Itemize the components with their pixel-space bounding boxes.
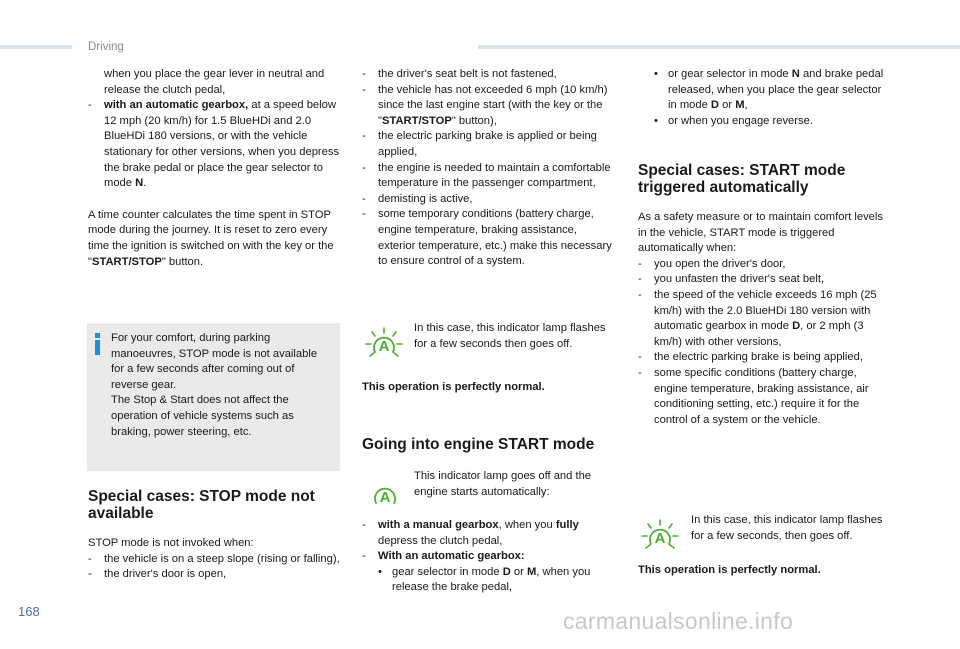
info-box bbox=[87, 323, 340, 471]
list-item: - the speed of the vehicle exceeds 16 mph (25 km/h) with the 2.0 BlueHDi 180 version with automatic gearbox in mode D, or 2 mph (3 km/h) with other versions, bbox=[638, 288, 877, 348]
start-triggered-intro: As a safety measure or to maintain comfort levels in the vehicle, START mode is triggered automatically when: bbox=[638, 211, 883, 255]
normal-operation-note-2: This operation is perfectly normal. bbox=[638, 564, 821, 576]
svg-text:A: A bbox=[654, 530, 666, 547]
list-item: - the engine is needed to maintain a comfortable temperature in the passenger compartment, bbox=[362, 161, 611, 190]
lamp-text-2: This indicator lamp goes off and the engine starts automatically: bbox=[414, 470, 592, 498]
start-mode-section bbox=[362, 436, 617, 453]
watermark: carmanualsonline.info bbox=[563, 608, 794, 634]
list-item: - the driver's seat belt is not fastened, bbox=[362, 68, 557, 80]
paragraph-time-counter: A time counter calculates the time spent in STOP mode during the journey. It is reset to zero every time the ignition is switched on with the key or the "START/STOP" button. bbox=[88, 208, 334, 268]
lamp-text-1: In this case, this indicator lamp flashes for a few seconds then goes off. bbox=[414, 322, 606, 350]
heading-stop-not-available: Special cases: STOP mode not available bbox=[88, 488, 315, 522]
sub-list-item: • gear selector in mode D or M, when you release the brake pedal, bbox=[378, 565, 591, 594]
start-triggered-section bbox=[638, 162, 893, 428]
stop-intro: STOP mode is not invoked when: bbox=[88, 537, 254, 549]
list-item: - the electric parking brake is being applied, bbox=[638, 351, 863, 364]
list-item: - you unfasten the driver's seat belt, bbox=[638, 273, 825, 286]
svg-text:A: A bbox=[379, 489, 391, 506]
column-1 bbox=[88, 67, 343, 270]
heading-start-triggered-automatically: Special cases: START mode triggered automatically bbox=[638, 162, 846, 196]
paragraph-manual-gearbox-end: when you place the gear lever in neutral and release the clutch pedal, bbox=[104, 68, 325, 96]
stop-start-indicator-flashing-icon bbox=[640, 518, 680, 556]
list-item-automatic-gearbox: - with an automatic gearbox, at a speed below 12 mph (20 km/h) for 1.5 BlueHDi and 2.0 BlueHDi 180 versions, or with the vehicle stationary for other versions, when you depress the brake pedal or place the gear selector to mode N. bbox=[88, 99, 340, 190]
page-number: 168 bbox=[18, 604, 40, 619]
stop-not-available-section bbox=[88, 488, 343, 583]
normal-operation-note-1: This operation is perfectly normal. bbox=[362, 381, 545, 393]
info-text-stop-start: The Stop & Start does not affect the operation of vehicle systems such as braking, power steering, etc. bbox=[111, 394, 294, 438]
lamp-text-3: In this case, this indicator lamp flashes for a few seconds, then goes off. bbox=[691, 514, 883, 542]
list-item: - the vehicle has not exceeded 6 mph (10 km/h) since the last engine start (with the key or the "START/STOP" button), bbox=[362, 83, 608, 127]
heading-going-into-start-mode: Going into engine START mode bbox=[362, 436, 595, 453]
header-bar-right bbox=[478, 45, 960, 49]
list-item: - you open the driver's door, bbox=[638, 257, 786, 270]
stop-start-indicator-flashing-icon bbox=[364, 326, 404, 364]
info-icon bbox=[95, 333, 101, 355]
stop-start-indicator-icon bbox=[370, 481, 400, 509]
start-conditions bbox=[362, 518, 617, 596]
column-2 bbox=[362, 67, 617, 270]
column-3 bbox=[638, 67, 893, 129]
list-item: - the driver's door is open, bbox=[88, 568, 227, 581]
section-header: Driving bbox=[88, 41, 124, 53]
list-item-manual-gearbox: - with a manual gearbox, when you fully depress the clutch pedal, bbox=[362, 519, 579, 547]
list-item: - some temporary conditions (battery charge, engine temperature, braking assistance, exterior temperature, etc.) make this necessary to ensure control of a system. bbox=[362, 208, 612, 268]
header-bar-left bbox=[0, 45, 72, 49]
list-item: - the electric parking brake is applied or being applied, bbox=[362, 130, 597, 158]
svg-text:A: A bbox=[378, 338, 390, 355]
list-item: - some specific conditions (battery charge, engine temperature, braking assistance, air conditioning setting, etc.) require it for the control of a system or the vehicle. bbox=[638, 366, 869, 426]
sub-list-item: • or when you engage reverse. bbox=[654, 114, 813, 127]
sub-list-item: • or gear selector in mode N and brake pedal released, when you place the gear selector in mode D or M, bbox=[654, 68, 884, 112]
info-text-parking: For your comfort, during parking manoeuvres, STOP mode is not available for a few seconds after coming out of reverse gear. bbox=[111, 332, 318, 391]
list-item-automatic-gearbox: - With an automatic gearbox: bbox=[362, 550, 525, 563]
list-item: - the vehicle is on a steep slope (rising or falling), bbox=[88, 552, 340, 565]
list-item: - demisting is active, bbox=[362, 192, 473, 205]
